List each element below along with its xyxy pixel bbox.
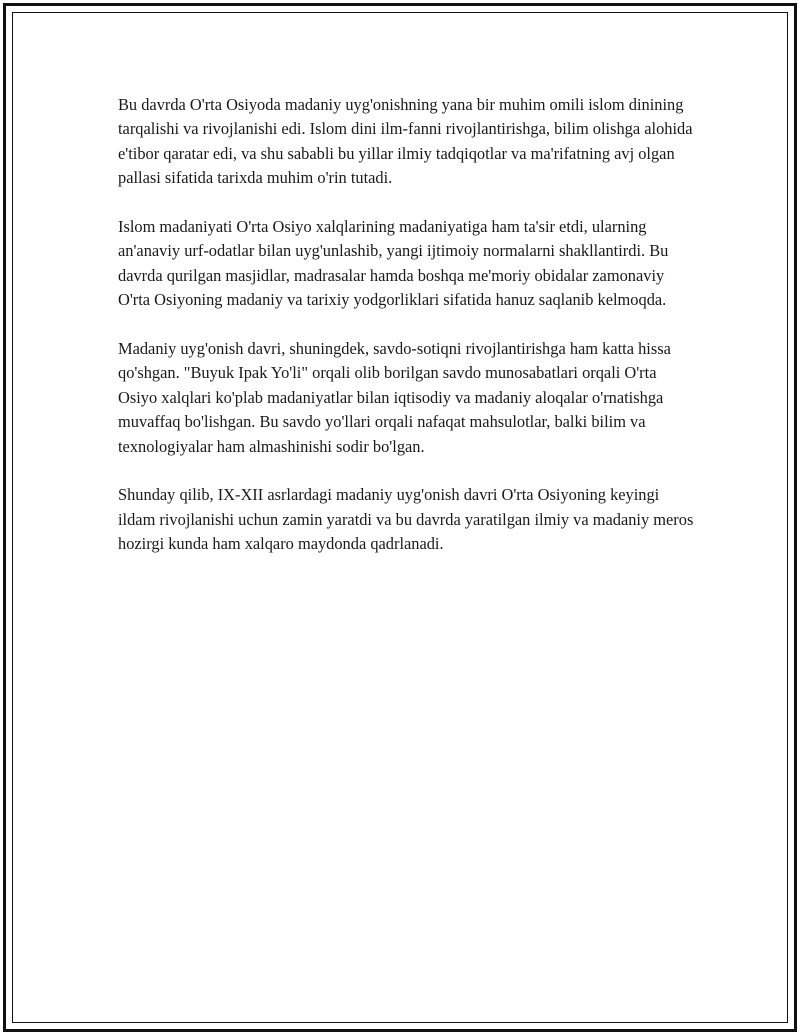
paragraph-4: Shunday qilib, IX-XII asrlardagi madaniy uyg'onish davri O'rta Osiyoning keyingi ildam rivojlanishi uchun zamin yaratdi va bu davrda yaratilgan ilmiy va madaniy meros hozirgi kunda ham xalqaro maydonda qadrlanadi. (118, 485, 694, 554)
paragraph-1: Bu davrda O'rta Osiyoda madaniy uyg'onishning yana bir muhim omili islom dinining tarqalishi va rivojlanishi edi. Islom dini ilm-fanni rivojlantirishga, bilim olishga alohida e'tibor qaratar edi, va shu sababli bu yillar ilmiy tadqiqotlar va ma'rifatning avj olgan pallasi sifatida tarixda muhim o'rin tutadi. (118, 95, 693, 188)
document-body (118, 93, 698, 557)
paragraph-2: Islom madaniyati O'rta Osiyo xalqlarining madaniyatiga ham ta'sir etdi, ularning an'anaviy urf-odatlar bilan uyg'unlashib, yangi ijtimoiy normalarni shakllantirdi. Bu davrda qurilgan masjidlar, madrasalar hamda boshqa me'moriy obidalar zamonaviy O'rta Osiyoning madaniy va tarixiy yodgorliklari sifatida hanuz saqlanib kelmoqda. (118, 217, 669, 310)
paragraph-3: Madaniy uyg'onish davri, shuningdek, savdo-sotiqni rivojlantirishga ham katta hissa qo'shgan. "Buyuk Ipak Yo'li" orqali olib borilgan savdo munosabatlari orqali O'rta Osiyo xalqlari ko'plab madaniyatlar bilan iqtisodiy va madaniy aloqalar o'rnatishga muvaffaq bo'lishgan. Bu savdo yo'llari orqali nafaqat mahsulotlar, balki bilim va texnologiyalar ham almashinishi sodir bo'lgan. (118, 339, 671, 456)
